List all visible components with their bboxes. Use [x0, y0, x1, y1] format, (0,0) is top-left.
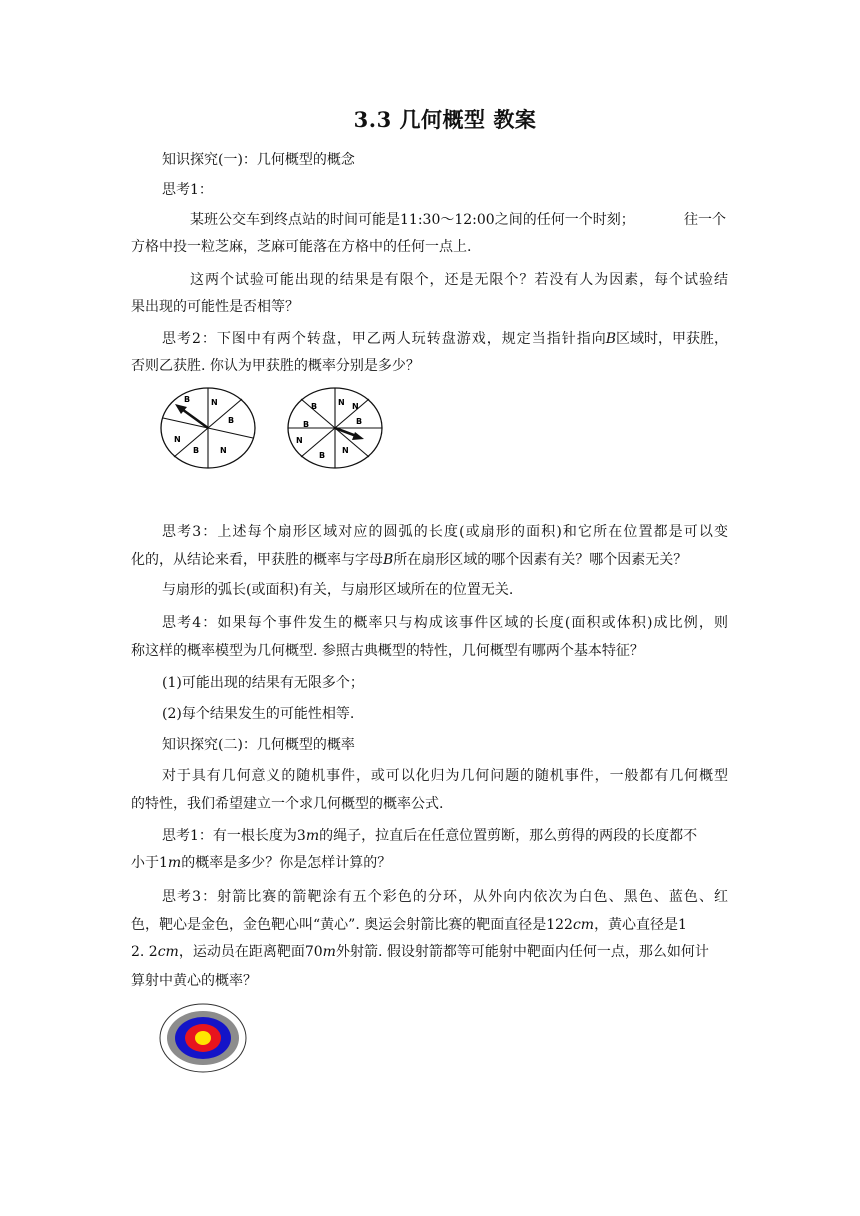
- q3-text: ，运动员在距离靶面70: [178, 944, 323, 960]
- q3-text: ，黄心直径是1: [594, 917, 687, 933]
- spinners-figure: [155, 385, 390, 473]
- spinner-right: [288, 388, 382, 468]
- spinner-right-label: B: [319, 451, 326, 460]
- target-gold-center: [195, 1031, 211, 1045]
- section2-heading: 知识探究(二)：几何概型的概率: [162, 737, 355, 753]
- page-title: 3.3 几何概型 教案: [353, 107, 537, 132]
- archery-target: [158, 1003, 248, 1073]
- think1-line1a: 某班公交车到终点站的时间可能是11:30～12:00之间的任何一个时刻；: [190, 212, 635, 228]
- spinner-right-label: N: [296, 436, 303, 445]
- spinner-left-label: B: [228, 416, 235, 425]
- think2-line1b: 区域时，甲获胜，: [616, 331, 728, 347]
- q3-line3: [131, 942, 709, 962]
- think4-line1: 思考4：如果每个事件发生的概率只与构成该事件区域的长度(面积或体积)成比例，则: [162, 615, 728, 631]
- q1-text-b: 的绳子，拉直后在任意位置剪断，那么剪得的两段的长度都不: [319, 828, 698, 844]
- spinner-right-label: N: [338, 398, 345, 407]
- spinner-left-label: N: [174, 435, 181, 444]
- think3-line1: 思考3：上述每个扇形区域对应的圆弧的长度(或扇形的面积)和它所在位置都是可以变: [162, 524, 728, 540]
- think4-item2: (2)每个结果发生的可能性相等.: [162, 706, 355, 722]
- think2-var-b: B: [605, 331, 616, 347]
- section2-intro2: 的特性，我们希望建立一个求几何概型的概率公式.: [131, 796, 444, 812]
- q1-text-c: 小于1: [131, 855, 168, 871]
- think3-answer: 与扇形的弧长(或面积)有关，与扇形区域所在的位置无关.: [162, 582, 514, 598]
- spinner-left: [161, 388, 255, 468]
- spinner-right-label: B: [311, 402, 318, 411]
- think2-line2: 否则乙获胜. 你认为甲获胜的概率分别是多少？: [131, 358, 420, 374]
- think1-line4: 果出现的可能性是否相等？: [131, 299, 299, 315]
- spinner-left-label: B: [193, 446, 200, 455]
- spinner-left-label: N: [211, 398, 218, 407]
- think1-label: 思考1：: [162, 182, 213, 198]
- q1-line1: [162, 826, 697, 846]
- think3-line2a: 化的，从结论来看，甲获胜的概率与字母: [131, 552, 383, 568]
- q1-line2: [131, 853, 391, 873]
- q3-text: 色，靶心是金色，金色靶心叫“黄心”. 奥运会射箭比赛的靶面直径是122: [131, 917, 573, 933]
- q1-text-a: 思考1：有一根长度为3: [162, 828, 306, 844]
- q1-unit-m: m: [167, 855, 182, 871]
- spinner-left-label: N: [220, 446, 227, 455]
- spinner-left-label: B: [184, 395, 191, 404]
- q3-unit: m: [322, 944, 336, 960]
- think3-line2b: 所在扇形区域的哪个因素有关？哪个因素无关？: [393, 552, 688, 568]
- q3-text: 外射箭. 假设射箭都等可能射中靶面内任何一点，那么如何计: [335, 944, 709, 960]
- think3-line2: [131, 550, 687, 570]
- think4-line2: 称这样的概率模型为几何概型. 参照古典概型的特性，几何概型有哪两个基本特征？: [131, 643, 644, 659]
- q3-line4: 算射中黄心的概率？: [131, 973, 257, 989]
- q3-unit: cm: [572, 917, 595, 933]
- q3-line2: [131, 915, 687, 935]
- q1-text-d: 的概率是多少？你是怎样计算的？: [181, 855, 392, 871]
- spinner-right-label: B: [303, 420, 310, 429]
- spinner-right-label: N: [342, 446, 349, 455]
- spinner-right-label: N: [352, 402, 359, 411]
- q3-unit: cm: [157, 944, 179, 960]
- spinner-right-label: B: [356, 417, 363, 426]
- think1-line1b: 往一个: [684, 212, 726, 228]
- think2-line1a: 思考2：下图中有两个转盘，甲乙两人玩转盘游戏，规定当指针指向: [162, 331, 606, 347]
- think4-item1: (1)可能出现的结果有无限多个；: [162, 675, 364, 691]
- think3-var-b: B: [383, 552, 394, 568]
- think1-line3: 这两个试验可能出现的结果是有限个，还是无限个？若没有人为因素，每个试验结: [190, 272, 728, 288]
- think2-line1: [162, 329, 728, 349]
- q3-text: 2. 2: [131, 944, 158, 960]
- q3-line1: 思考3：射箭比赛的箭靶涂有五个彩色的分环，从外向内依次为白色、黑色、蓝色、红: [162, 889, 728, 905]
- q1-unit-m: m: [305, 828, 320, 844]
- think1-line2: 方格中投一粒芝麻，芝麻可能落在方格中的任何一点上.: [131, 239, 472, 255]
- section2-intro1: 对于具有几何意义的随机事件，或可以化归为几何问题的随机事件，一般都有几何概型: [162, 768, 728, 784]
- section1-heading: 知识探究(一)：几何概型的概念: [162, 152, 355, 168]
